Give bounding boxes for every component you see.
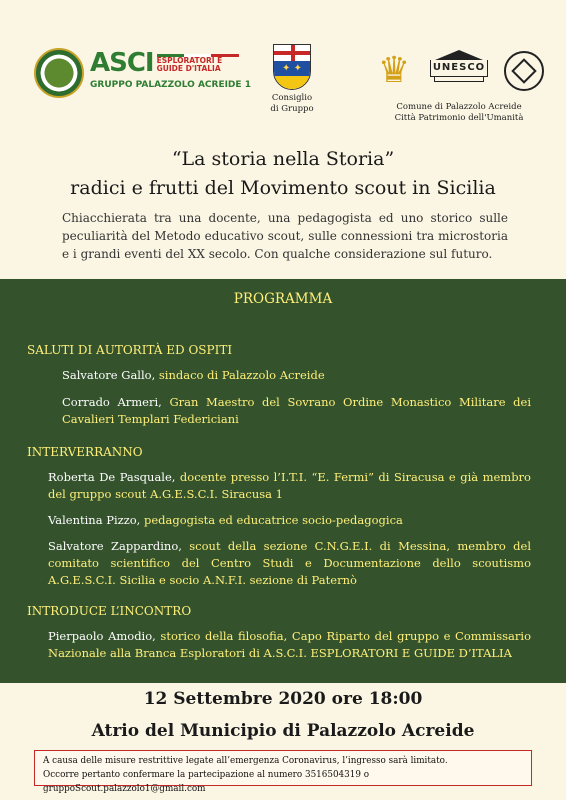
event-subtitle: radici e frutti del Movimento scout in Sicilia (70, 177, 496, 199)
consiglio-logo (262, 44, 322, 115)
event-intro: Chiacchierata tra una docente, una pedagogista ed uno storico sulle peculiarità del Metodo educativo scout, sulle connessioni tra microstoria e i grandi eventi del XX secolo. Con qualche considerazione sul futuro. (62, 211, 508, 261)
comune-logos (374, 44, 544, 124)
section-heading: INTERVERRANNO (27, 445, 143, 459)
program-panel (0, 279, 566, 683)
speaker-entry: Pierpaolo Amodio, storico della filosofia, Capo Riparto del gruppo e Commissario Nazionale alla Branca Esploratori di A.S.C.I. ESPLORATORI E GUIDE D’ITALIA (48, 629, 531, 660)
event-date: 12 Settembre 2020 ore 18:00 (143, 689, 423, 709)
event-venue: Atrio del Municipio di Palazzolo Acreide (91, 721, 475, 741)
notice-line1: A causa delle misure restrittive legate all’emergenza Coronavirus, l’ingresso sarà limitato. (43, 756, 448, 766)
consiglio-label: Consiglio di Gruppo (270, 93, 314, 114)
world-heritage-icon (504, 51, 544, 91)
comune-label: Comune di Palazzolo Acreide Città Patrimonio dell'Umanità (394, 102, 524, 123)
event-title: “La storia nella Storia” (171, 148, 395, 170)
eagle-icon: ♛ (377, 50, 411, 91)
section-heading: INTRODUCE L’INCONTRO (27, 604, 192, 618)
speaker-entry: Roberta De Pasquale, docente presso l’I.T.I. “E. Fermi” di Siracusa e già membro del gruppo scout A.G.E.S.C.I. Siracusa 1 (48, 470, 531, 501)
asci-subtitle-line2: GUIDE D'ITALIA (156, 63, 221, 73)
speaker-entry: Valentina Pizzo, pedagogista ed educatrice socio-pedagogica (48, 513, 403, 527)
unesco-icon: UNESCO (433, 50, 485, 92)
asci-wordmark (90, 50, 258, 90)
header (0, 0, 566, 140)
program-title: PROGRAMMA (233, 291, 333, 307)
notice-box (34, 750, 532, 794)
asci-title: ASCI (90, 48, 154, 78)
speaker-entry: Salvatore Gallo, sindaco di Palazzolo Acreide (62, 368, 325, 382)
asci-subtitle-line1: ESPLORATORI E (156, 55, 223, 65)
notice-line2: Occorre pertanto confermare la partecipazione al numero 3516504319 o gruppoScout.palazzolo1@gmail.com (43, 770, 370, 794)
speaker-entry: Salvatore Zappardino, scout della sezione C.N.G.E.I. di Messina, membro del comitato scientifico del Centro Studi e Documentazione dello scoutismo A.G.E.S.C.I. Sicilia e socio A.N.F.I. sezione di Paternò (48, 539, 532, 587)
asci-emblem-icon (34, 48, 84, 98)
shield-icon: ✦ ✦ (273, 44, 311, 90)
asci-gruppo: GRUPPO PALAZZOLO ACREIDE 1 (90, 80, 251, 90)
section-heading: SALUTI DI AUTORITÀ ED OSPITI (27, 343, 233, 357)
asci-logo (34, 44, 254, 106)
speaker-entry: Corrado Armeri, Gran Maestro del Sovrano Ordine Monastico Militare dei Cavalieri Templari Federiciani (62, 395, 532, 426)
